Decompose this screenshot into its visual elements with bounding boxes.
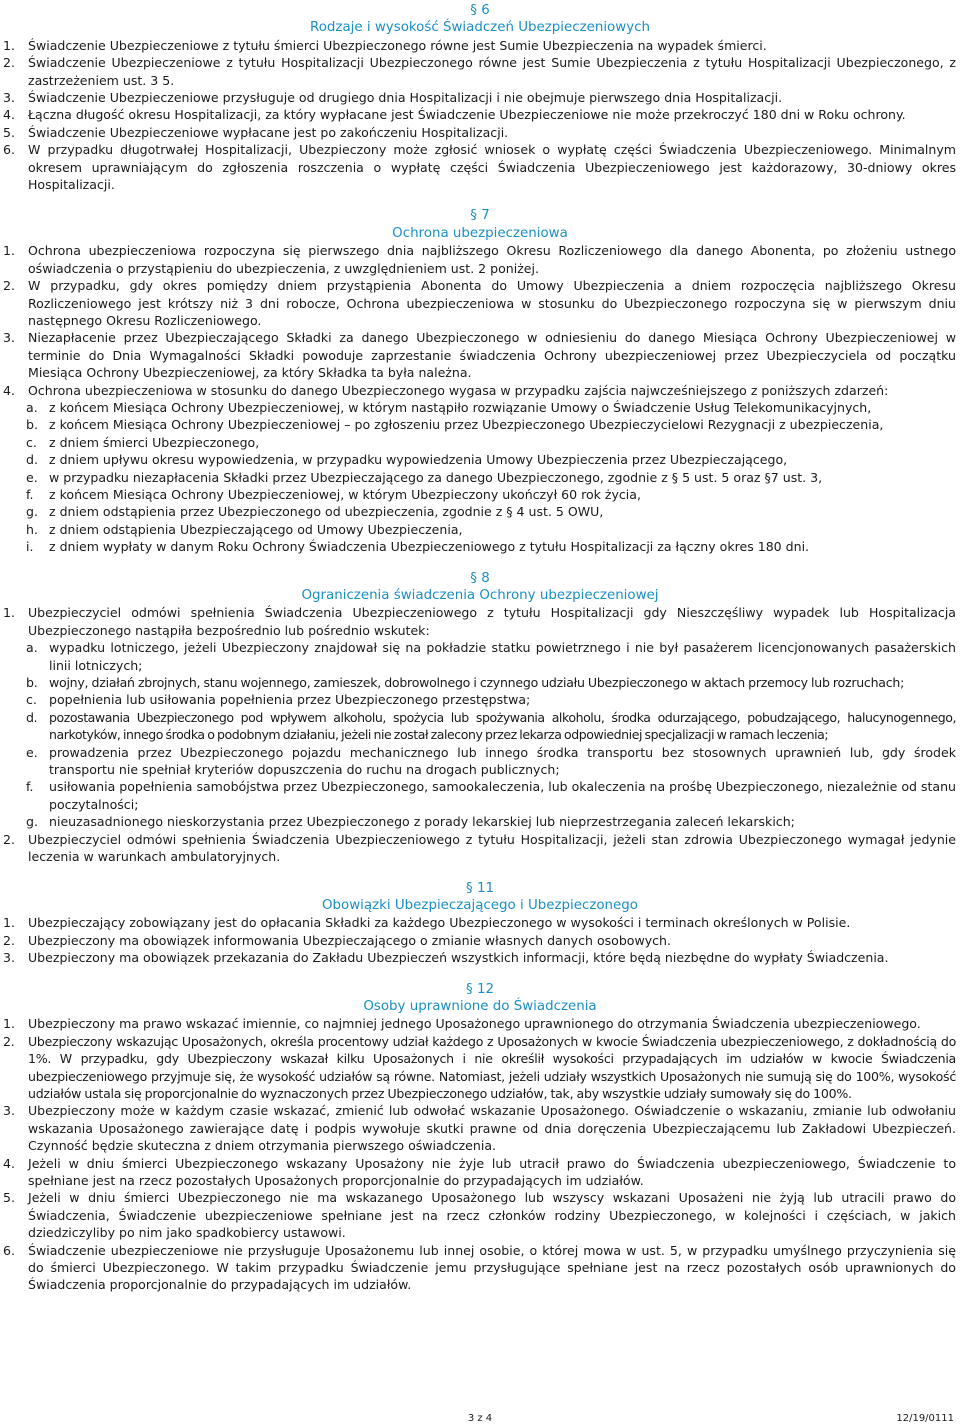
sub-clause-text: z dniem wypłaty w danym Roku Ochrony Świadczenia Ubezpieczeniowego z tytułu Hospitalizacji za łączny okres 180 dni. [49,539,810,555]
clause-number: 1. [3,1016,15,1032]
clause [0,37,960,54]
sub-clause-letter: b. [26,675,38,691]
section [0,570,960,866]
clause [0,1242,960,1294]
section-title: Osoby uprawnione do Świadczenia [363,998,597,1014]
clause [0,124,960,141]
clause [0,277,960,329]
sub-clause [0,674,960,691]
page-number: 3 z 4 [467,1413,493,1424]
clause-text: Świadczenie ubezpieczeniowe nie przysługuje Uposażonemu lub innej osobie, o której mowa w ust. 5, w przypadku umyślnego przyczynienia się do śmierci Ubezpieczonego. W takim przypadku Świadczenie jemu przysługujące spełniane jest na rzecz pozostałych osób uprawnionych do Świadczenia proporcjonalnie do przypadających im udziałów. [28,1242,956,1293]
clause-number: 6. [3,1242,15,1258]
sub-clause [0,639,960,674]
clause-text: Ubezpieczony wskazując Uposażonych, określa procentowy udział każdego z Uposażonych w kwocie Świadczenia ubezpieczeniowego, z dokładnością do 1%. W przypadku, gdy Ubezpieczony wskazał kilku Uposażonych i nie określił wysokości przypadających im udziałów w kwocie Świadczenia ubezpieczeniowego przyjmuje się, że wysokość udziałów są równe. Natomiast, jeżeli udziały wszystkich Uposażonych nie sumują się do 100%, wysokość udziałów ustala się proporcjonalnie do wyznaczonych przez Ubezpieczonego udziałów, tak, aby wszystkie udziały sumowały się do 100%. [28,1033,956,1101]
clause [0,54,960,89]
sub-clause-text: z końcem Miesiąca Ochrony Ubezpieczeniowej, w którym nastąpiło rozwiązanie Umowy o Świadczenie Usług Telekomunikacyjnych, [49,399,872,415]
clause-text: Świadczenie Ubezpieczeniowe z tytułu śmierci Ubezpieczonego równe jest Sumie Ubezpieczenia na wypadek śmierci. [28,37,767,53]
clause-number: 2. [3,932,15,948]
clause [0,242,960,277]
clause-number: 2. [3,1033,15,1049]
clause [0,1102,960,1154]
clause [0,831,960,866]
clause [0,949,960,966]
section-gap [0,193,960,207]
clause-number: 6. [3,142,15,158]
sub-clause-letter: d. [26,452,38,468]
clause-number: 3. [3,1103,15,1119]
sub-clause-text: pozostawania Ubezpieczonego pod wpływem alkoholu, spożycia lub spożywania alkoholu, środka odurzającego, pobudzającego, halucynogennego, narkotyków, innego środka o podobnym działaniu, jeżeli nie został zalecony przez lekarza odpowiedniej specjalizacji w ramach leczenia; [49,709,956,743]
clause-text: Świadczenie Ubezpieczeniowe wypłacane jest po zakończeniu Hospitalizacji. [28,124,509,140]
sub-clause-letter: d. [26,709,38,725]
clause [0,106,960,123]
document-code: 12/19/0111 [896,1413,954,1424]
clause-number: 3. [3,90,15,106]
sub-clause-letter: b. [26,417,38,433]
clause-text: Świadczenie Ubezpieczeniowe z tytułu Hospitalizacji Ubezpieczonego równe jest Sumie Ubezpieczenia z tytułu Hospitalizacji Ubezpieczonego, z zastrzeżeniem ust. 3 5. [28,55,956,88]
section-number: § 8 [470,570,490,586]
sub-clause [0,503,960,520]
clause [0,604,960,639]
sub-clause [0,691,960,708]
clause [0,1155,960,1190]
sub-clause-text: popełnienia lub usiłowania popełnienia przez Ubezpieczonego przestępstwa; [49,692,531,708]
clause-number: 2. [3,831,15,847]
sub-clause [0,778,960,813]
sub-clause-text: z końcem Miesiąca Ochrony Ubezpieczeniowej – po zgłoszeniu przez Ubezpieczonego Ubezpieczycielowi Rezygnacji z ubezpieczenia, [49,417,884,433]
section [0,880,960,967]
clause-text: Jeżeli w dniu śmierci Ubezpieczonego nie ma wskazanego Uposażonego lub wszyscy wskazani Uposażeni nie żyją lub utracili prawo do Świadczenia, Świadczenie ubezpieczeniowe spełniane jest na rzecz członków rodziny Ubezpieczonego, w kolejności i częściach, w jakich dziedziczyliby po nim jako spadkobiercy ustawowi. [28,1190,956,1241]
sub-clause-letter: c. [26,434,37,450]
clause-number: 2. [3,278,15,294]
sub-clause-text: usiłowania popełnienia samobójstwa przez Ubezpieczonego, samookaleczenia, lub okaleczenia na prośbę Ubezpieczonego, niezależnie od stanu poczytalności; [49,779,957,812]
section-title: Ograniczenia świadczenia Ochrony ubezpieczeniowej [301,588,659,603]
clause-text: Ubezpieczyciel odmówi spełnienia Świadczenia Ubezpieczeniowego z tytułu Hospitalizacji, jeżeli stan zdrowia Ubezpieczonego wymagał jedynie leczenia w warunkach ambulatoryjnych. [28,831,956,865]
clause-text: Ochrona ubezpieczeniowa rozpoczyna się pierwszego dnia najbliższego Okresu Rozliczeniowego dla danego Abonenta, po złożeniu ustnego oświadczenia o przystąpieniu do ubezpieczenia, z uwzględnieniem ust. 2 poniżej. [28,243,956,276]
sub-clause [0,399,960,416]
sub-clause [0,416,960,433]
clause-text: Ubezpieczony może w każdym czasie wskazać, zmienić lub odwołać wskazanie Uposażonego. Oświadczenie o wskazaniu, zmianie lub odwołaniu wskazania Uposażonego zawierające datę i podpis wywołuje skutki prawne od dnia doręczenia Ubezpieczającemu lub Zakładowi Ubezpieczeń. Czynność będzie skuteczna z dniem otrzymania pierwszego oświadczenia. [28,1103,956,1154]
section-gap [0,866,960,880]
sub-clause-letter: i. [26,539,34,555]
sub-clause [0,538,960,555]
clause-text: Ochrona ubezpieczeniowa w stosunku do danego Ubezpieczonego wygasa w przypadku zajścia najwcześniejszego z poniższych zdarzeń: [28,382,889,398]
sub-clause-text: z dniem odstąpienia Ubezpieczającego od Umowy Ubezpieczenia, [49,521,463,537]
sub-clause [0,434,960,451]
sub-clause [0,451,960,468]
sub-clause-letter: a. [26,399,38,415]
section-gap [0,556,960,570]
sub-clause-text: w przypadku niezapłacenia Składki przez Ubezpieczającego za danego Ubezpieczonego, zgodnie z § 5 ust. 5 oraz §7 ust. 3, [49,469,823,485]
section-number: § 11 [466,880,494,896]
sub-clause [0,469,960,486]
sub-clause [0,709,960,744]
sub-clause-text: nieuzasadnionego nieskorzystania przez Ubezpieczonego z porady lekarskiej lub nieprzestrzegania zaleceń lekarskich; [49,814,795,830]
sub-clause-text: z dniem śmierci Ubezpieczonego, [49,434,260,450]
sub-clause-letter: h. [26,521,38,537]
clause [0,141,960,193]
sub-clause-letter: e. [26,744,38,760]
clause-text: W przypadku długotrwałej Hospitalizacji, Ubezpieczony może zgłosić wniosek o wypłatę części Świadczenia Ubezpieczeniowego. Minimalnym okresem uprawniającym do zgłoszenia roszczenia o wypłatę części Świadczenia Ubezpieczeniowego jest każdorazowy, 30-dniowy okres Hospitalizacji. [28,142,956,193]
clause-number: 1. [3,37,15,53]
section-title: Ochrona ubezpieczeniowa [392,225,568,241]
section-heading [0,880,960,915]
clause-number: 4. [3,107,15,123]
section [0,981,960,1294]
clause-number: 3. [3,330,15,346]
clause-number: 5. [3,1190,15,1206]
document-body [0,2,960,1294]
section-title: Rodzaje i wysokość Świadczeń Ubezpieczeniowych [310,20,650,36]
section-heading [0,207,960,242]
section [0,207,960,555]
sub-clause-text: z dniem upływu okresu wypowiedzenia, w przypadku wypowiedzenia Umowy Ubezpieczenia przez Ubezpieczającego, [49,452,788,468]
sub-clause-text: z końcem Miesiąca Ochrony Ubezpieczeniowej, w którym Ubezpieczony ukończył 60 rok życia, [49,486,641,502]
clause [0,1015,960,1032]
sub-clause-text: wojny, działań zbrojnych, stanu wojennego, zamieszek, dobrowolnego i czynnego udziału Ubezpieczonego w aktach przemocy lub rozruchach; [49,675,905,691]
clause [0,914,960,931]
clause-text: Niezapłacenie przez Ubezpieczającego Składki za danego Ubezpieczonego w odniesieniu do danego Miesiąca Ochrony Ubezpieczeniowej w terminie do Dnia Wymagalności Składki powoduje zaprzestanie świadczenia Ochrony ubezpieczeniowej przez Ubezpieczyciela od początku Miesiąca Ochrony Ubezpieczeniowej, za który Składka ta była należna. [28,330,956,381]
clause-text: Ubezpieczony ma obowiązek przekazania do Zakładu Ubezpieczeń wszystkich informacji, które będą niezbędne do wypłaty Świadczenia. [28,950,889,966]
clause-number: 4. [3,382,15,398]
clause-text: Jeżeli w dniu śmierci Ubezpieczonego wskazany Uposażony nie żyje lub utracił prawo do Świadczenia ubezpieczeniowego, Świadczenie to spełniane jest na rzecz pozostałych Uposażonych proporcjonalnie do przypadających im udziałów. [28,1155,956,1188]
clause-text: Ubezpieczyciel odmówi spełnienia Świadczenia Ubezpieczeniowego z tytułu Hospitalizacji gdy Nieszczęśliwy wypadek lub Hospitalizacja Ubezpieczonego nastąpiła bezpośrednio lub pośrednio wskutek: [28,605,956,638]
sub-clause-letter: g. [26,504,38,520]
sub-clause-text: prowadzenia przez Ubezpieczonego pojazdu mechanicznego lub innego środka transportu bez stosownych uprawnień lub, gdy środek transportu nie spełniał kryteriów dopuszczenia do ruchu na drogach publicznych; [49,744,956,778]
sub-clause-letter: f. [26,486,34,502]
sub-clause [0,813,960,830]
sub-clause-text: z dniem odstąpienia przez Ubezpieczonego od ubezpieczenia, zgodnie z § 4 ust. 5 OWU, [49,504,604,520]
section-number: § 12 [466,981,494,997]
clause [0,932,960,949]
sub-clause [0,486,960,503]
section-heading [0,570,960,605]
sub-clause-letter: e. [26,469,38,485]
clause-number: 4. [3,1155,15,1171]
clause-number: 2. [3,55,15,71]
section-number: § 6 [470,3,490,18]
clause [0,1033,960,1103]
clause-text: Łączna długość okresu Hospitalizacji, za który wypłacane jest Świadczenie Ubezpieczeniowe nie może przekroczyć 180 dni w Roku ochrony. [28,107,906,123]
sub-clause-text: wypadku lotniczego, jeżeli Ubezpieczony znajdował się na pokładzie statku powietrznego i nie był pasażerem licencjonowanych pasażerskich linii lotniczych; [49,640,956,673]
clause-text: Świadczenie Ubezpieczeniowe przysługuje od drugiego dnia Hospitalizacji i nie obejmuje pierwszego dnia Hospitalizacji. [28,90,783,106]
section-heading [0,981,960,1016]
clause-text: Ubezpieczony ma obowiązek informowania Ubezpieczającego o zmianie własnych danych osobowych. [28,932,671,948]
section-number: § 7 [470,208,490,224]
clause [0,1189,960,1241]
clause [0,382,960,399]
clause-text: Ubezpieczony ma prawo wskazać imiennie, co najmniej jednego Uposażonego uprawnionego do otrzymania Świadczenia ubezpieczeniowego. [28,1016,921,1032]
section-gap [0,967,960,981]
clause-number: 3. [3,950,15,966]
sub-clause [0,521,960,538]
clause-number: 1. [3,243,15,259]
clause-text: W przypadku, gdy okres pomiędzy dniem przystąpienia Abonenta do Umowy Ubezpieczenia a dniem rozpoczęcia najbliższego Okresu Rozliczeniowego jest krótszy niż 3 dni robocze, Ochrona ubezpieczeniowa w stosunku do Ubezpieczonego rozpoczyna się w pierwszym dniu następnego Okresu Rozliczeniowego. [28,278,956,328]
clause [0,329,960,381]
clause-number: 5. [3,124,15,140]
clause-number: 1. [3,915,15,931]
clause-number: 1. [3,605,15,621]
sub-clause-letter: c. [26,692,37,708]
section-title: Obowiązki Ubezpieczającego i Ubezpieczonego [322,897,638,913]
sub-clause-letter: a. [26,640,38,656]
sub-clause [0,744,960,779]
sub-clause-letter: g. [26,814,38,830]
clause-text: Ubezpieczający zobowiązany jest do opłacania Składki za każdego Ubezpieczonego w wysokości i terminach określonych w Polisie. [28,915,851,931]
sub-clause-letter: f. [26,779,34,795]
section [0,2,960,193]
clause [0,89,960,106]
section-heading [0,2,960,37]
